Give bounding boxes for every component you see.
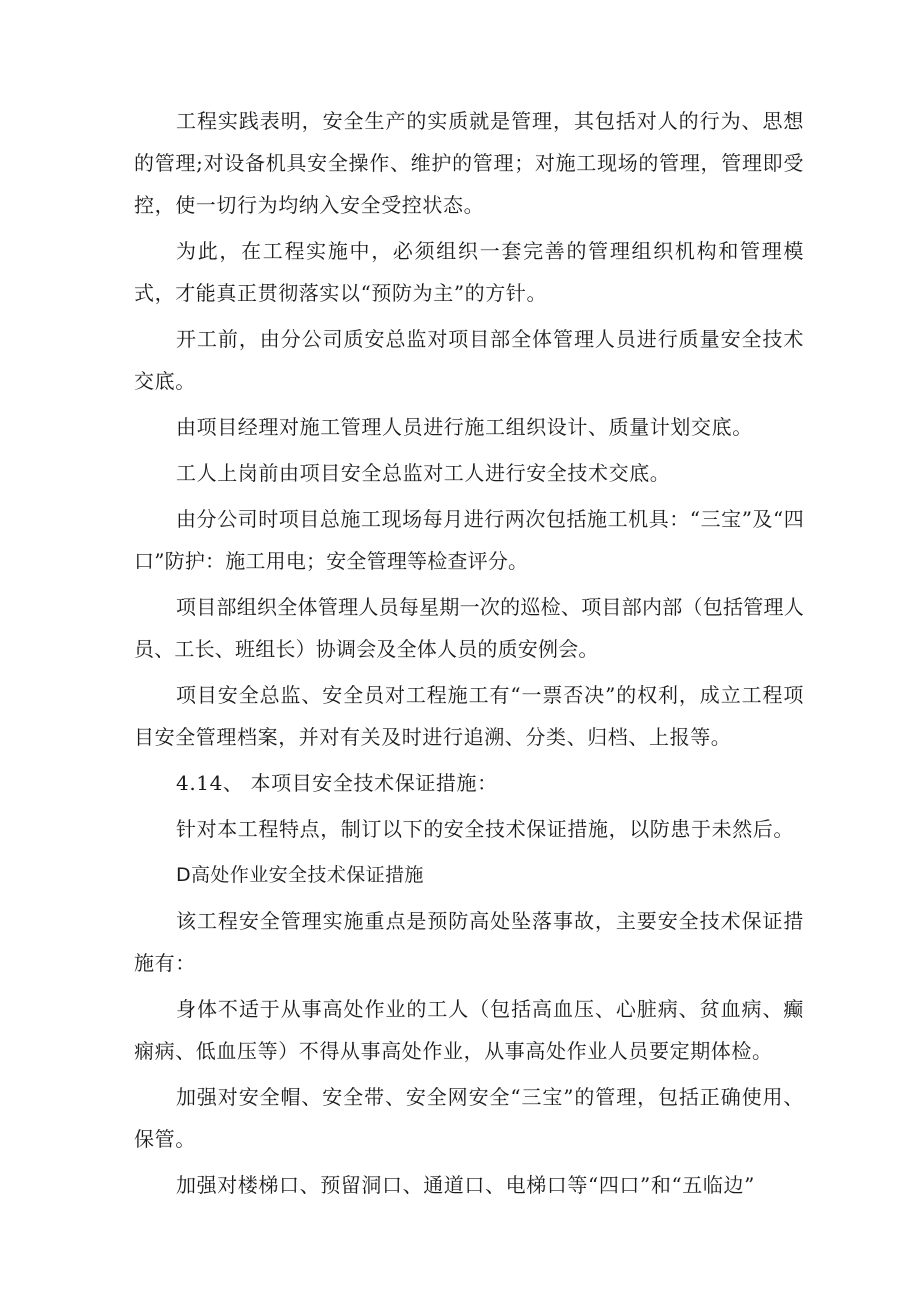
paragraph-worker-briefing: 工人上岗前由项目安全总监对工人进行安全技术交底。 (176, 461, 671, 485)
paragraph-three-treasures: 加强对安全帽、安全带、安全网安全“三宝”的管理，包括正确使用、保管。 (134, 1085, 804, 1151)
paragraph-monthly-inspection: 由分公司时项目总施工现场每月进行两次包括施工机具：“三宝”及“四口”防护：施工用电；安全管理等检查评分。 (134, 507, 804, 573)
paragraph-project-manager: 由项目经理对施工管理人员进行施工组织设计、质量计划交底。 (176, 415, 753, 439)
paragraph-four-openings: 加强对楼梯口、预留洞口、通道口、电梯口等“四口”和“五临边” (176, 1173, 755, 1197)
subsection-heading-high-work: D高处作业安全技术保证措施 (176, 864, 424, 886)
paragraph-before-start: 开工前，由分公司质安总监对项目部全体管理人员进行质量安全技术交底。 (134, 327, 804, 393)
paragraph-management-essence: 工程实践表明，安全生产的实质就是管理，其包括对人的行为、思想的管理;对设备机具安全操作、维护的管理；对施工现场的管理，管理即受控，使一切行为均纳入安全受控状态。 (134, 109, 804, 217)
section-heading-4-14: 4.14、 本项目安全技术保证措施： (176, 771, 498, 795)
paragraph-measures-intro: 针对本工程特点，制订以下的安全技术保证措施，以防患于未然后。 (176, 817, 794, 841)
paragraph-veto-right: 项目安全总监、安全员对工程施工有“一票否决”的权利，成立工程项目安全管理档案，并对有关及时进行追溯、分类、归档、上报等。 (134, 683, 804, 749)
document-body (134, 100, 804, 1210)
paragraph-health-check: 身体不适于从事高处作业的工人（包括高血压、心脏病、贫血病、癫痫病、低血压等）不得从事高处作业，从事高处作业人员要定期体检。 (134, 997, 804, 1063)
paragraph-fall-prevention: 该工程安全管理实施重点是预防高处坠落事故，主要安全技术保证措施有： (134, 909, 804, 975)
paragraph-organization: 为此，在工程实施中，必须组织一套完善的管理组织机构和管理模式，才能真正贯彻落实以“预防为主”的方针。 (134, 239, 804, 305)
paragraph-weekly-inspection: 项目部组织全体管理人员每星期一次的巡检、项目部内部（包括管理人员、工长、班组长）协调会及全体人员的质安例会。 (134, 595, 804, 661)
